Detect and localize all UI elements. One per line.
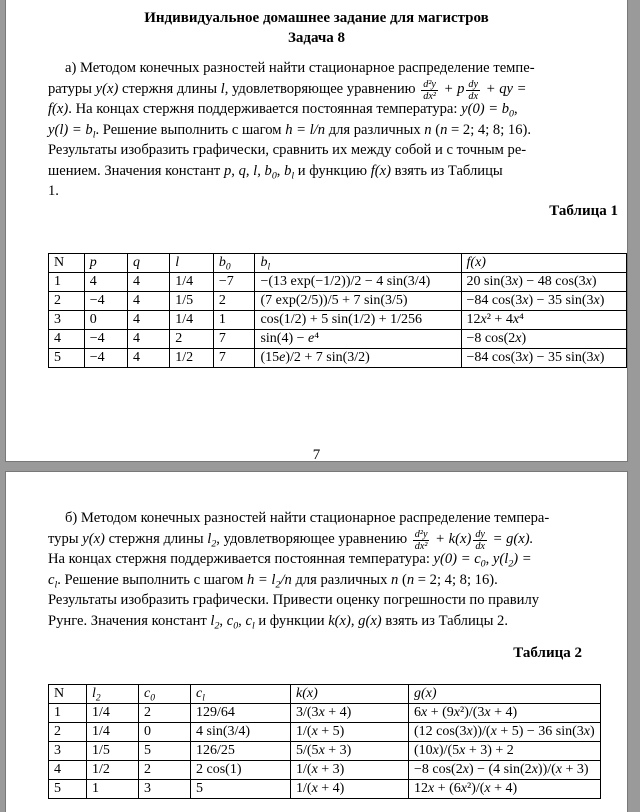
math-run: y( [492, 551, 505, 567]
table-row [49, 273, 627, 292]
table-header-cell [84, 254, 127, 273]
table-cell: (10x)/(5x + 3) + 2 [409, 742, 601, 761]
math-subscripted: $c_l$ [48, 571, 58, 590]
table-cell: 1/2 [170, 349, 214, 368]
table-cell: 1 [87, 780, 139, 799]
text-run: для различных [291, 571, 392, 588]
text-run: , [257, 162, 265, 179]
table-cell: (7 exp(2/5))/5 + 7 sin(3/5) [255, 292, 461, 311]
document-title: Индивидуальное домашнее задание для магистров [144, 10, 489, 26]
fraction-denominator: dx [475, 540, 485, 552]
text-run: . Решение выполнить с шагом [95, 121, 286, 138]
table-cell: 5 [191, 780, 291, 799]
subscript: 2 [275, 578, 281, 590]
paragraph-task-a [48, 58, 610, 202]
math-run: y(l) = [48, 121, 86, 138]
text-run: взять из Таблицы 2. [381, 612, 508, 629]
table-cell: 4 [128, 330, 170, 349]
math-subscripted: $b_0$ [501, 101, 514, 120]
table-cell: 0 [84, 311, 127, 330]
table-header-cell [409, 685, 601, 704]
header-symbol: N [54, 686, 65, 701]
text-run: 1. [48, 183, 59, 199]
page-number: 7 [312, 447, 321, 462]
table-cell: 12x + (6x²)/(x + 4) [409, 780, 601, 799]
math-run: /n [280, 571, 292, 588]
table-cell: 3 [49, 742, 87, 761]
text-run: ( [398, 571, 407, 588]
header-subscript: l [267, 262, 271, 273]
table-cell: 1/(x + 3) [291, 761, 409, 780]
paragraph-line [48, 161, 610, 182]
subscript: 2 [211, 538, 217, 550]
fraction-numerator: dy [468, 78, 479, 90]
text-run: для различных [325, 121, 425, 138]
text-run: взять из Таблицы [390, 162, 503, 179]
table-header-cell [87, 685, 139, 704]
table-header-cell [128, 254, 170, 273]
table-cell: 4 [128, 311, 170, 330]
table-header-row [49, 254, 627, 273]
text-run: , [350, 612, 359, 629]
task-title: Задача 8 [287, 30, 346, 46]
text-run: Результаты изобразить графически. Привести оценку погрешности по правилу [48, 592, 540, 608]
subscript: l [251, 619, 255, 631]
math-run: = g(x). [488, 530, 534, 547]
header-symbol: c [196, 686, 203, 701]
math-run: + k(x) [431, 530, 472, 547]
table-row [49, 780, 601, 799]
paragraph-task-b [48, 508, 610, 631]
subscript: l [92, 128, 96, 140]
math-run: l [220, 80, 225, 97]
text-run: , [485, 551, 493, 567]
document-page-1 [5, 0, 628, 462]
paragraph-line [48, 79, 610, 100]
text-run: шением. Значения констант [48, 162, 224, 179]
table-cell: −84 cos(3x) − 35 sin(3x) [461, 292, 626, 311]
math-run: k(x) [328, 612, 351, 629]
math-subscripted: $c_0$ [474, 551, 486, 570]
table-cell: 4 [84, 273, 127, 292]
header-symbol: l [175, 255, 180, 270]
fraction-denominator: dx² [423, 90, 436, 102]
header-symbol: q [133, 255, 140, 270]
table-cell: 3/(3x + 4) [291, 704, 409, 723]
table-cell: 1/2 [87, 761, 139, 780]
text-run: б) Методом конечных разностей найти стационарное распределение темпера- [65, 510, 550, 526]
table-cell: 126/25 [191, 742, 291, 761]
table-row [49, 292, 627, 311]
table-cell: cos(1/2) + 5 sin(1/2) + 1/256 [255, 311, 461, 330]
math-run: y(x) [95, 80, 119, 97]
text-run: , [231, 162, 239, 179]
table-cell: 5/(5x + 3) [291, 742, 409, 761]
table-cell: 4 [128, 349, 170, 368]
header-symbol: g(x) [414, 686, 437, 701]
table-cell: −84 cos(3x) − 35 sin(3x) [461, 349, 626, 368]
table-header-cell [191, 685, 291, 704]
paragraph-line [48, 140, 610, 161]
table-cell: 1/4 [87, 723, 139, 742]
table-cell: 2 [213, 292, 255, 311]
table-cell: 12x² + 4x⁴ [461, 311, 626, 330]
math-subscripted: $b_l$ [284, 162, 295, 181]
table-cell: 7 [213, 330, 255, 349]
header-subscript: 0 [150, 693, 155, 704]
table-cell: −4 [84, 349, 127, 368]
table-cell: sin(4) − e⁴ [255, 330, 461, 349]
table-cell: 1/(x + 4) [291, 780, 409, 799]
text-run: стержня длины [118, 80, 221, 97]
text-run: = 2; 4; 8; 16). [447, 121, 532, 138]
table-cell: −4 [84, 292, 127, 311]
table-row [49, 704, 601, 723]
paragraph-line [48, 590, 610, 611]
document-page-2 [5, 471, 628, 812]
text-run: На концах стержня поддерживается постоянная температура: [48, 551, 434, 567]
subscript: 2 [214, 619, 220, 631]
fraction-numerator: dy [475, 528, 485, 540]
math-run: y(0) = [433, 551, 475, 567]
table-cell: 2 [139, 761, 191, 780]
paragraph-line [48, 181, 610, 202]
table-row [49, 742, 601, 761]
text-run: туры [48, 530, 83, 547]
math-run: l [253, 162, 258, 179]
text-run: . На концах стержня поддерживается постоянная температура: [68, 101, 462, 117]
subscript: 0 [509, 108, 514, 120]
math-subscripted: $b_l$ [85, 121, 96, 140]
paragraph-line [48, 508, 610, 529]
header-symbol: c [144, 686, 151, 701]
paragraph-line [48, 120, 610, 141]
table-header-row [49, 685, 601, 704]
header-symbol: f(x) [466, 255, 486, 270]
text-run: стержня длины [104, 530, 208, 547]
subscript: 0 [271, 169, 277, 181]
table-cell: (15e)/2 + 7 sin(3/2) [255, 349, 461, 368]
header-symbol: b [218, 255, 226, 270]
table-row [49, 349, 627, 368]
math-run: y(0) = [461, 101, 502, 117]
table-cell: 1/4 [87, 704, 139, 723]
math-run: n [424, 121, 432, 138]
math-run: p [223, 162, 232, 179]
table-cell: −(13 exp(−1/2))/2 − 4 sin(3/4) [255, 273, 461, 292]
header-symbol: l [92, 686, 96, 701]
math-run: n [391, 571, 399, 588]
table-row [49, 311, 627, 330]
math-subscripted: $c_0$ [226, 612, 239, 631]
fraction-numerator: d²y [414, 528, 428, 540]
table-cell: 1/4 [170, 311, 214, 330]
subscript: 2 [508, 558, 514, 570]
paragraph-line [48, 549, 610, 570]
text-run: и функции [254, 612, 329, 629]
text-run: , [245, 162, 254, 179]
table-cell: 7 [213, 349, 255, 368]
table-cell: 1 [49, 273, 85, 292]
header-subscript: l [202, 693, 205, 704]
table-cell: 4 [128, 292, 170, 311]
table-cell: 20 sin(3x) − 48 cos(3x) [461, 273, 626, 292]
text-run: = 2; 4; 8; 16). [414, 571, 498, 588]
table-cell: 0 [139, 723, 191, 742]
table-header-cell [213, 254, 255, 273]
table-cell: 6x + (9x²)/(3x + 4) [409, 704, 601, 723]
table-cell: 4 [49, 761, 87, 780]
paragraph-line [48, 58, 610, 79]
table-cell: 5 [49, 780, 87, 799]
text-run: Рунге. Значения констант [48, 612, 211, 629]
table-cell: 5 [139, 742, 191, 761]
math-run: f(x) [48, 101, 69, 117]
header-subscript: 2 [95, 693, 101, 704]
table-2 [48, 684, 601, 799]
table-1 [48, 253, 627, 368]
math-subscripted: $l_2$ [207, 530, 217, 550]
table-cell: 3 [49, 311, 85, 330]
table-cell: 5 [49, 349, 85, 368]
fraction-denominator: dx [468, 90, 479, 102]
table-row [49, 723, 601, 742]
table-cell: 4 sin(3/4) [191, 723, 291, 742]
table-2-label: Таблица 2 [513, 645, 582, 661]
header-subscript: 0 [225, 262, 231, 273]
header-symbol: k(x) [296, 686, 318, 701]
math-run: f(x) [370, 162, 391, 179]
math-run: g(x) [358, 612, 382, 629]
table-cell: 2 [170, 330, 214, 349]
header-symbol: b [260, 255, 268, 270]
text-run: а) Методом конечных разностей найти стационарное распределение темпе- [65, 60, 535, 76]
table-cell: 2 cos(1) [191, 761, 291, 780]
math-run: y(x) [82, 530, 105, 547]
math-run: q [238, 162, 246, 179]
table-header-cell [255, 254, 461, 273]
table-row [49, 330, 627, 349]
paragraph-line [48, 99, 610, 120]
math-run: + p [439, 80, 465, 97]
fraction-denominator: dx² [414, 540, 428, 552]
table-cell: −8 cos(2x) − (4 sin(2x))/(x + 3) [409, 761, 601, 780]
paragraph-line [48, 611, 610, 632]
math-subscripted: $l_2$ [504, 551, 514, 570]
table-cell: (12 cos(3x))/(x + 5) − 36 sin(3x) [409, 723, 601, 742]
math-subscripted: $l_2$ [271, 571, 281, 590]
table-cell: 3 [139, 780, 191, 799]
table-header-cell [139, 685, 191, 704]
table-header-cell [49, 254, 85, 273]
table-cell: 2 [139, 704, 191, 723]
paragraph-line [48, 529, 610, 550]
text-run: ( [431, 121, 441, 138]
subscript: l [291, 169, 295, 181]
text-run: . Решение выполнить с шагом [57, 571, 247, 588]
text-run: Результаты изобразить графически, сравнить их между собой и с точным ре- [48, 142, 527, 158]
table-header-cell [170, 254, 214, 273]
subscript: 0 [233, 619, 239, 631]
math-subscripted: $c_l$ [245, 612, 255, 631]
text-run: , [238, 612, 246, 629]
table-cell: 2 [49, 723, 87, 742]
text-run: , удовлетворяющее уравнению [216, 530, 411, 547]
table-cell: 1/5 [87, 742, 139, 761]
table-cell: −7 [213, 273, 255, 292]
table-cell: 1 [49, 704, 87, 723]
math-run: n [406, 571, 415, 588]
math-run: h = l/n [285, 121, 326, 138]
text-run: и функцию [294, 162, 371, 179]
table-cell: 4 [128, 273, 170, 292]
math-run: ) = [513, 551, 532, 567]
subscript: l [54, 578, 58, 590]
text-run: , [514, 101, 518, 117]
table-cell: 1/(x + 5) [291, 723, 409, 742]
subscript: 0 [480, 558, 486, 570]
math-run: n [440, 121, 448, 138]
table-row [49, 761, 601, 780]
table-cell: 1 [213, 311, 255, 330]
math-run: + qy = [482, 80, 527, 97]
text-run: ратуры [48, 80, 96, 97]
table-cell: −8 cos(2x) [461, 330, 626, 349]
table-cell: 4 [49, 330, 85, 349]
math-subscripted: $b_0$ [264, 162, 277, 181]
table-cell: 1/5 [170, 292, 214, 311]
table-header-cell [49, 685, 87, 704]
table-cell: 129/64 [191, 704, 291, 723]
header-symbol: N [54, 255, 65, 270]
math-run: h = [246, 571, 272, 588]
table-header-cell [291, 685, 409, 704]
table-cell: −4 [84, 330, 127, 349]
table-1-label: Таблица 1 [549, 203, 618, 219]
text-run: , удовлетворяющее уравнению [224, 80, 420, 97]
header-symbol: p [89, 255, 97, 270]
paragraph-line [48, 570, 610, 591]
text-run: , [219, 612, 227, 629]
table-header-cell [461, 254, 626, 273]
fraction-numerator: d²y [423, 78, 436, 90]
text-run: , [276, 162, 285, 179]
table-cell: 1/4 [170, 273, 214, 292]
table-cell: 2 [49, 292, 85, 311]
math-subscripted: $l_2$ [210, 612, 220, 631]
